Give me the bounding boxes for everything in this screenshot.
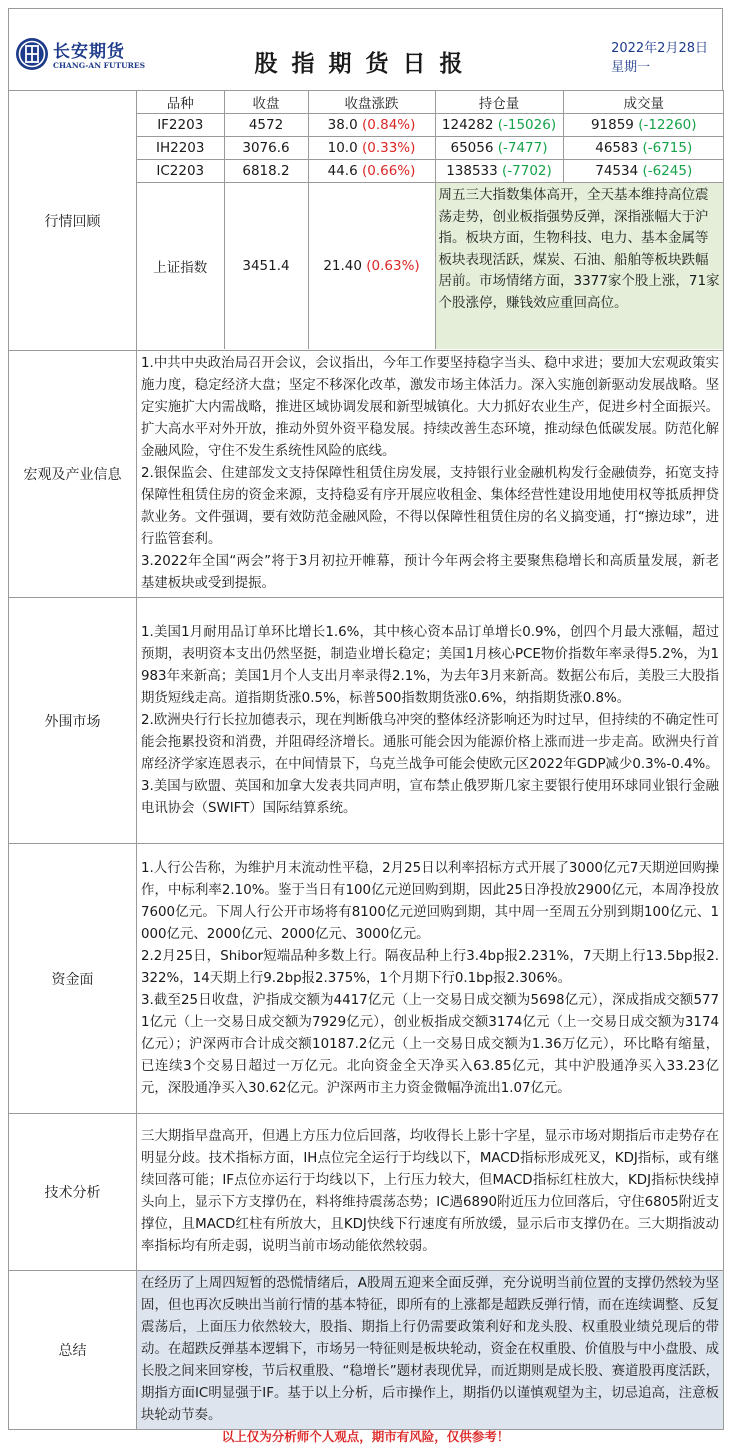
technical-section xyxy=(9,1114,724,1271)
change-percent: (0.84%) xyxy=(361,117,416,133)
report-date: 2022年2月28日 xyxy=(611,41,708,56)
macro-section xyxy=(9,351,724,598)
close-change xyxy=(308,160,435,183)
section-label-market: 行情回顾 xyxy=(9,91,137,351)
conclusion-content: 在经历了上周四短暂的恐慌情绪后，A股周五迎来全面反弹，充分说明当前位置的支撑仍然较为坚固，但也再次反映出当前行情的基本特征，即所有的上涨都是超跌反弹行情，而在连续调整、反复震荡后，上面压力依然较大，股指、期指上行仍需要政策利好和龙头股、权重股业绩兑现后的带动。在超跌反弹基本逻辑下，市场另一特征则是板块轮动，资金在权重股、价值股与中小盘股、成长股之间来回穿梭，节后权重股、“稳增长”题材表现优异，而近期则是成长股、赛道股再度活跃，期指方面IC明显强于IF。基于以上分析，后市操作上，期指仍以谨慎观望为主，切忌追高，注意板块轮动节奏。 xyxy=(137,1271,724,1430)
market-table-cell xyxy=(137,91,724,351)
close-price: 3076.6 xyxy=(224,137,308,160)
contract-name: IF2203 xyxy=(137,114,224,137)
logo-chinese-name: 长安期货 xyxy=(53,42,125,62)
funds-content xyxy=(137,844,724,1114)
table-row xyxy=(137,160,724,183)
contract-name: IC2203 xyxy=(137,160,224,183)
index-change xyxy=(308,183,435,349)
technical-content: 三大期指早盘高开，但遇上方压力位后回落，均收得长上影十字星，显示市场对期指后市走势存在明显分歧。技术指标方面，IH点位完全运行于均线以下，MACD指标形成死叉，KDJ指标，或有继续回落可能；IF点位亦运行于均线以下，上行压力较大，但MACD指标红柱放大，KDJ指标快线掉头向上，显示下方支撑仍在，料将维持震荡态势；IC遇6890附近压力位回落后，守住6805附近支撑位，且MACD红柱有所放大，且KDJ快线下行速度有所放缓，显示后市支撑仍在。三大期指波动率指标均有所走弱，说明当前市场动能依然较弱。 xyxy=(137,1114,724,1271)
col-header: 品种 xyxy=(137,91,224,114)
section-label-technical: 技术分析 xyxy=(9,1114,137,1271)
col-header: 收盘 xyxy=(224,91,308,114)
external-market-section xyxy=(9,598,724,844)
report-title: 股指期货日报 xyxy=(254,51,477,77)
change-value: 38.0 xyxy=(327,117,358,133)
volume-value: 91859 xyxy=(590,117,634,133)
table-row xyxy=(137,137,724,160)
volume-change: (-12260) xyxy=(638,117,697,133)
section-label-funds: 资金面 xyxy=(9,844,137,1114)
volume xyxy=(563,160,724,183)
market-review-section xyxy=(9,91,724,351)
external-paragraph: 2.欧洲央行行长拉加德表示，现在判断俄乌冲突的整体经济影响还为时过早，但持续的不确定性可能会拖累投资和消费，并阻碍经济增长。通胀可能会因为能源价格上涨而进一步走高。欧洲央行首席经济学家连恩表示，在中间情景下，乌克兰战争可能会使欧元区2022年GDP减少0.3%-0.4%。 xyxy=(141,712,719,772)
oi-change: (-15026) xyxy=(497,117,557,133)
table-row xyxy=(137,114,724,137)
change-percent: (0.33%) xyxy=(361,140,416,156)
change-value: 44.6 xyxy=(327,163,358,179)
macro-content xyxy=(137,351,724,598)
oi-value: 65056 xyxy=(450,140,494,156)
funds-section xyxy=(9,844,724,1114)
section-label-external: 外围市场 xyxy=(9,598,137,844)
volume xyxy=(563,114,724,137)
oi-change: (-7702) xyxy=(502,163,552,179)
funds-paragraph: 2.2月25日，Shibor短端品种多数上行。隔夜品种上行3.4bp报2.231%，7天期上行13.5bp报2.322%，14天期上行9.2bp报2.375%，1个月期下行0.1bp报2.306%。 xyxy=(141,948,719,986)
open-interest xyxy=(435,114,563,137)
col-header: 持仓量 xyxy=(435,91,563,114)
funds-paragraph: 1.人行公告称，为维护月末流动性平稳，2月25日以利率招标方式开展了3000亿元7天期逆回购操作，中标利率2.10%。鉴于当日有100亿元逆回购到期，因此25日净投放2900亿元，本周净投放7600亿元。下周人行公开市场将有8100亿元逆回购到期，其中周一至周五分别到期100亿元、1000亿元、2000亿元、2000亿元、3000亿元。 xyxy=(141,860,719,942)
index-name: 上证指数 xyxy=(137,183,224,349)
volume xyxy=(563,137,724,160)
risk-disclaimer: 以上仅为分析师个人观点，期市有风险，仅供参考！ xyxy=(221,1429,510,1444)
section-label-conclusion: 总结 xyxy=(9,1271,137,1430)
close-change xyxy=(308,137,435,160)
oi-value: 124282 xyxy=(441,117,494,133)
macro-paragraph: 3.2022年全国“两会”将于3月初拉开帷幕，预计今年两会将主要聚焦稳增长和高质量发展，新老基建板块或受到提振。 xyxy=(141,554,719,591)
report-header xyxy=(8,8,723,90)
oi-change: (-7477) xyxy=(497,140,548,156)
report-date-block xyxy=(611,39,708,77)
change-value: 10.0 xyxy=(327,140,358,156)
report-weekday: 星期一 xyxy=(611,60,651,75)
report-body-table xyxy=(8,90,724,1430)
conclusion-section xyxy=(9,1271,724,1430)
macro-paragraph: 1.中共中央政治局召开会议，会议指出，今年工作要坚持稳字当头、稳中求进；要加大宏观政策实施力度，稳定经济大盘；坚定不移深化改革，激发市场主体活力。深入实施创新驱动发展战略。坚定实施扩大内需战略，推进区域协调发展和新型城镇化。大力抓好农业生产，促进乡村全面振兴。扩大高水平对外开放，推动外贸外资平稳发展。持续改善生态环境，推动绿色低碳发展。防范化解金融风险，守住不发生系统性风险的底线。 xyxy=(141,356,719,459)
index-change-value: 21.40 xyxy=(323,257,362,274)
volume-change: (-6245) xyxy=(642,163,693,179)
external-content xyxy=(137,598,724,844)
market-table-header xyxy=(137,91,724,114)
index-change-percent: (0.63%) xyxy=(366,257,420,274)
close-change xyxy=(308,114,435,137)
index-close: 3451.4 xyxy=(224,183,308,349)
external-paragraph: 3.美国与欧盟、英国和加拿大发表共同声明，宣布禁止俄罗斯几家主要银行使用环球同业银行金融电讯协会（SWIFT）国际结算系统。 xyxy=(141,778,719,816)
funds-paragraph: 3.截至25日收盘，沪指成交额为4417亿元（上一交易日成交额为5698亿元），深成指成交额5771亿元（上一交易日成交额为7929亿元），创业板指成交额3174亿元（上一交易日成交额为3174亿元）；沪深两市合计成交额10187.2亿元（上一交易日成交额为1.36万亿元），环比略有缩量，已连续3个交易日超过一万亿元。北向资金全天净买入63.85亿元，其中沪股通净买入33.23亿元，深股通净买入30.62亿元。沪深两市主力资金微幅净流出1.07亿元。 xyxy=(141,992,719,1096)
change-percent: (0.66%) xyxy=(361,163,416,179)
external-paragraph: 1.美国1月耐用品订单环比增长1.6%，其中核心资本品订单增长0.9%，创四个月最大涨幅，超过预期，表明资本支出仍然坚挺，制造业增长稳定；美国1月核心PCE物价指数年率录得5.2%，为1983年来新高；美国1月个人支出月率录得2.1%，为去年3月来新高。数据公布后，美股三大股指期货短线走高。道指期货涨0.5%，标普500指数期货涨0.6%，纳指期货涨0.8%。 xyxy=(141,624,719,706)
oi-value: 138533 xyxy=(446,163,498,179)
macro-paragraph: 2.银保监会、住建部发文支持保障性租赁住房发展，支持银行业金融机构发行金融债券，拓宽支持保障性租赁住房的资金来源，支持稳妥有序开展应收租金、集体经营性建设用地使用权等抵质押贷款业务。文件强调，要有效防范金融风险，不得以保障性租赁住房的名义搞变通，打“擦边球”，进行监管套利。 xyxy=(141,466,719,547)
volume-change: (-6715) xyxy=(642,140,693,156)
volume-value: 46583 xyxy=(595,140,639,156)
market-summary: 周五三大指数集体高开，全天基本维持高位震荡走势，创业板指强势反弹，深指涨幅大于沪指。板块方面，生物科技、电力、基本金属等板块表现活跃，煤炭、石油、船舶等板块跌幅居前。市场情绪方面，3377家个股上涨，71家个股涨停，赚钱效应重回高位。 xyxy=(435,183,724,349)
open-interest xyxy=(435,137,563,160)
volume-value: 74534 xyxy=(595,163,639,179)
col-header: 收盘涨跌 xyxy=(308,91,435,114)
market-table xyxy=(137,91,724,349)
contract-name: IH2203 xyxy=(137,137,224,160)
index-row xyxy=(137,183,724,349)
open-interest xyxy=(435,160,563,183)
logo-english-name: CHANG-AN FUTURES xyxy=(53,61,146,70)
section-label-macro: 宏观及产业信息 xyxy=(9,351,137,598)
close-price: 4572 xyxy=(224,114,308,137)
col-header: 成交量 xyxy=(563,91,724,114)
close-price: 6818.2 xyxy=(224,160,308,183)
